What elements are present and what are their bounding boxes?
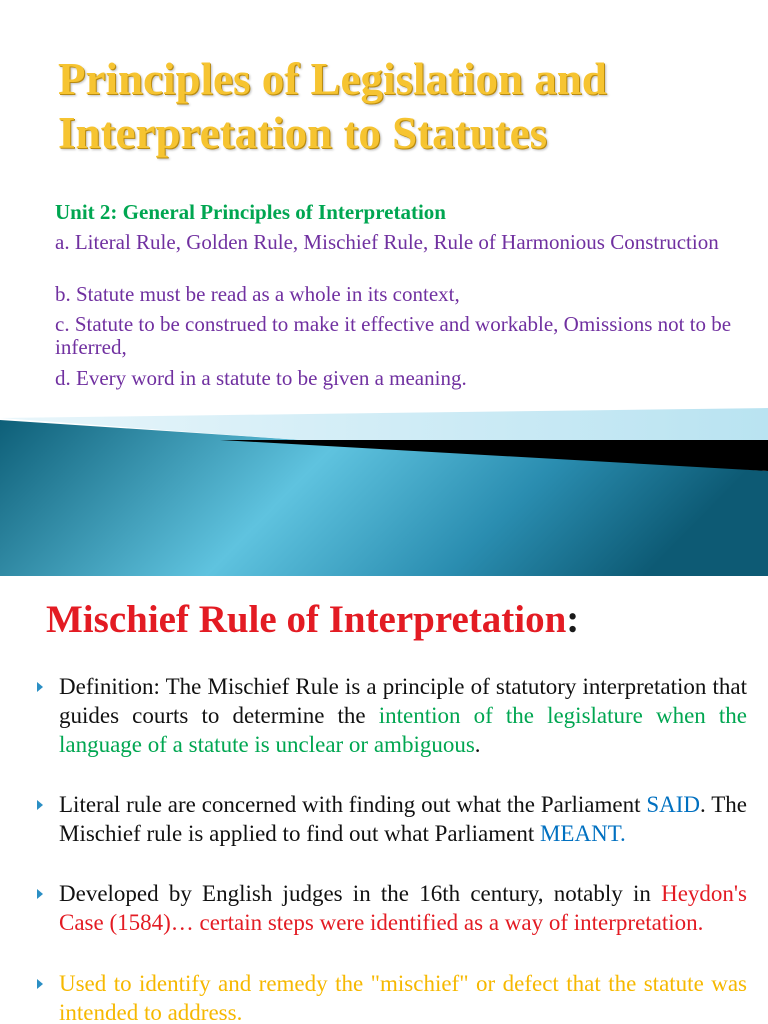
bullet-literal-vs-mischief	[59, 790, 747, 848]
bullet-history	[59, 879, 747, 937]
bullet-arrow-icon	[37, 889, 43, 899]
topic-item-c: c. Statute to be construed to make it effective and workable, Omissions not to be inferred,	[55, 312, 732, 359]
bullet-arrow-icon	[37, 800, 43, 810]
bullet-definition-highlight: intention of the legislature when the language of a statute is unclear or ambiguous	[59, 703, 747, 757]
bullet-purpose-text: Used to identify and remedy the "mischief" or defect that the statute was intended to address.	[59, 971, 747, 1024]
bullet-history-text: Developed by English judges in the 16th century, notably in	[59, 881, 662, 906]
slide-heading-colon: :	[566, 598, 580, 641]
topic-item-d: d. Every word in a statute to be given a meaning.	[55, 366, 467, 390]
bullet-literal-said: SAID	[646, 792, 701, 817]
unit-heading: Unit 2: General Principles of Interpretation	[55, 200, 446, 224]
bullet-definition-text: Definition: The Mischief Rule is a principle of statutory interpretation that guides courts to determine the	[59, 674, 747, 728]
slide-heading-text: Mischief Rule of Interpretation	[46, 598, 567, 641]
slide-title-line-1: Principles of Legislation and	[58, 54, 607, 104]
bullet-literal-meant: MEANT.	[539, 821, 626, 846]
slide-2	[0, 576, 768, 1024]
slide-title-line-2: Interpretation to Statutes	[58, 108, 548, 158]
slide-heading	[46, 595, 579, 645]
bullet-arrow-icon	[37, 682, 43, 692]
bullet-definition-end: .	[474, 732, 481, 757]
bullet-purpose	[59, 969, 747, 1024]
slide-title	[58, 52, 748, 160]
bullet-literal-text-2: . The Mischief rule is applied to find out what Parliament	[59, 792, 747, 846]
bullet-history-highlight: Heydon's Case (1584)… certain steps were identified as a way of interpretation.	[59, 881, 747, 935]
bullet-arrow-icon	[37, 979, 43, 989]
bullet-literal-text: Literal rule are concerned with finding out what the Parliament	[59, 792, 647, 817]
topic-item-b: b. Statute must be read as a whole in its context,	[55, 282, 460, 306]
bullet-definition	[59, 672, 747, 759]
topic-item-a: a. Literal Rule, Golden Rule, Mischief Rule, Rule of Harmonious Construction	[55, 230, 719, 254]
decorative-band	[0, 400, 768, 576]
